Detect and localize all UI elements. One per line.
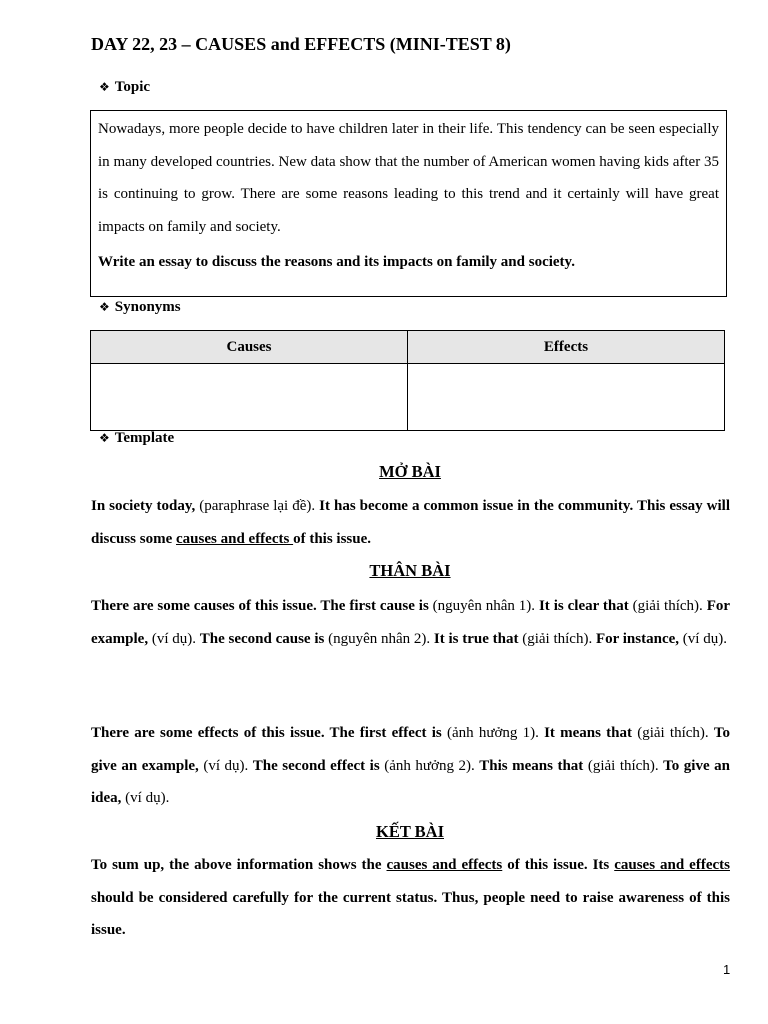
body-causes-placeholder: (giải thích). xyxy=(628,598,707,614)
body-causes-paragraph xyxy=(91,590,730,655)
intro-end: of this issue. xyxy=(293,530,372,547)
conclusion-heading: KẾT BÀI xyxy=(375,822,444,841)
body-causes-text: It is true that xyxy=(433,630,519,647)
body-causes-text: For instance, xyxy=(595,630,680,647)
body-effects-placeholder: (ảnh hưởng 1). xyxy=(441,725,545,741)
body-heading: THÂN BÀI xyxy=(369,561,451,580)
body-causes-text: It is clear that xyxy=(538,598,629,614)
body-effects-placeholder: (ví dụ). xyxy=(198,757,253,774)
page-number: 1 xyxy=(723,962,731,977)
body-causes-placeholder: (nguyên nhân 1). xyxy=(428,598,539,614)
intro-paragraph xyxy=(91,490,730,555)
diamond-bullet-icon: ❖ xyxy=(99,300,110,314)
body-effects-paragraph xyxy=(91,717,730,815)
body-causes-text: There are some causes of this issue. The first cause is xyxy=(91,598,429,614)
body-causes-text: The second cause is xyxy=(199,630,325,647)
intro-heading: MỞ BÀI xyxy=(379,462,441,481)
body-effects-text: To give an example, xyxy=(91,725,730,774)
effects-column-header: Effects xyxy=(408,331,725,364)
diamond-bullet-icon: ❖ xyxy=(99,80,110,94)
body-causes-placeholder: (ví dụ). xyxy=(679,630,727,647)
table-header-row xyxy=(91,331,725,364)
synonyms-heading xyxy=(99,299,181,316)
table-row xyxy=(91,364,725,431)
body-effects-text: To give an idea, xyxy=(91,757,730,806)
synonyms-label: Synonyms xyxy=(114,299,181,315)
intro-lead: In society today, xyxy=(91,498,196,514)
body-effects-text: The second effect is xyxy=(252,757,380,774)
conclusion-text: of this issue. Its xyxy=(502,857,615,873)
topic-box xyxy=(90,110,727,297)
body-causes-placeholder: (nguyên nhân 2). xyxy=(324,630,434,647)
synonyms-table xyxy=(90,330,725,431)
intro-keyword: causes and effects xyxy=(176,530,294,547)
template-label: Template xyxy=(114,430,175,446)
intro-placeholder: (paraphrase lại đề). xyxy=(195,498,320,514)
page-title: DAY 22, 23 – CAUSES and EFFECTS (MINI-TEST 8) xyxy=(91,34,511,54)
conclusion-keyword: causes and effects xyxy=(386,857,503,873)
causes-column-header: Causes xyxy=(91,331,408,364)
conclusion-text: should be considered carefully for the current status. Thus, people need to raise awareness of this issue. xyxy=(91,889,730,938)
body-effects-text: It means that xyxy=(544,725,632,741)
causes-cell xyxy=(91,364,408,431)
template-heading xyxy=(99,430,174,447)
topic-task: Write an essay to discuss the reasons and its impacts on family and society. xyxy=(98,254,575,270)
intro-sentence: It has become a common issue in the community. This essay will discuss some xyxy=(91,498,730,547)
conclusion-paragraph xyxy=(91,849,730,947)
body-effects-placeholder: (giải thích). xyxy=(632,725,714,741)
body-causes-placeholder: (giải thích). xyxy=(518,630,596,647)
effects-cell xyxy=(408,364,725,431)
body-effects-text: This means that xyxy=(479,757,584,774)
conclusion-keyword: causes and effects xyxy=(614,857,730,873)
body-causes-placeholder: (ví dụ). xyxy=(148,630,200,647)
conclusion-text: To sum up, the above information shows the xyxy=(91,857,387,873)
body-effects-placeholder: (ảnh hưởng 2). xyxy=(379,757,480,774)
topic-label: Topic xyxy=(114,79,151,95)
topic-text: Nowadays, more people decide to have children later in their life. This tendency can be seen especially in many developed countries. New data show that the number of American women having kids after 35 is continuing to grow. There are some reasons leading to this trend and it certainly will have great impacts on family and society. xyxy=(98,121,719,235)
body-effects-placeholder: (ví dụ). xyxy=(121,790,170,806)
body-effects-placeholder: (giải thích). xyxy=(583,757,664,774)
body-effects-text: There are some effects of this issue. The first effect is xyxy=(91,725,442,741)
body-causes-text: For example, xyxy=(91,598,731,647)
topic-heading xyxy=(99,79,150,96)
diamond-bullet-icon: ❖ xyxy=(99,431,110,445)
